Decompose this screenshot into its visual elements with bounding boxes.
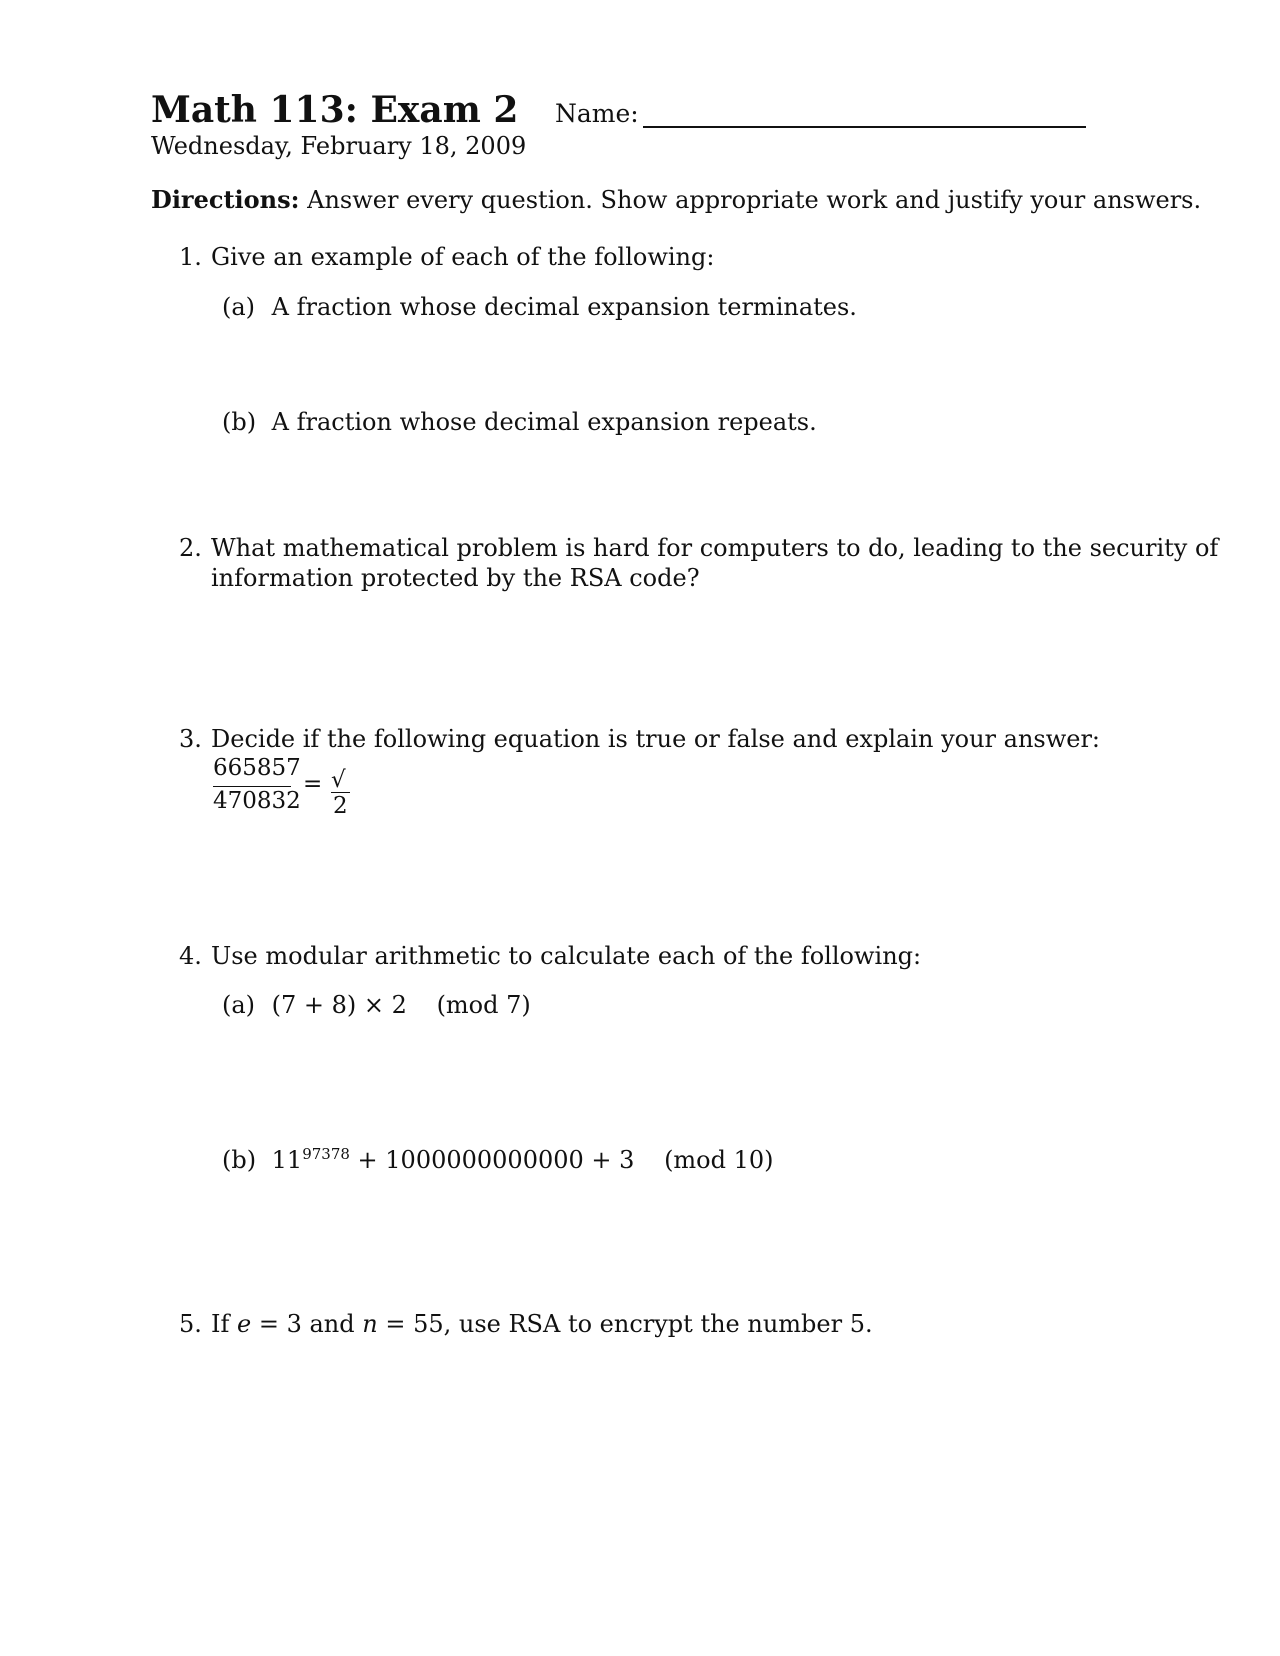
power-base: 11 bbox=[271, 1146, 303, 1174]
mod-expression: (mod 7) bbox=[436, 991, 531, 1019]
question-text: Decide if the following equation is true or false and explain your answer: bbox=[211, 725, 1101, 753]
question-1b bbox=[222, 407, 817, 438]
text-prefix: If bbox=[211, 1310, 237, 1338]
part-label: (a) bbox=[222, 991, 256, 1019]
text-mid-2: = 55, use RSA to encrypt the number 5. bbox=[377, 1310, 873, 1338]
question-text bbox=[211, 1309, 873, 1340]
text-mid-1: = 3 and bbox=[251, 1310, 363, 1338]
name-blank-line bbox=[643, 126, 1086, 128]
part-text: A fraction whose decimal expansion terminates. bbox=[271, 293, 857, 321]
question-number: 2. bbox=[179, 534, 202, 562]
question-text: Give an example of each of the following: bbox=[211, 243, 715, 271]
radicand: 2 bbox=[333, 793, 348, 819]
part-label: (b) bbox=[222, 408, 257, 436]
mod-expression: (mod 10) bbox=[664, 1146, 774, 1174]
exam-date: Wednesday, February 18, 2009 bbox=[151, 132, 527, 160]
power-exponent: 97378 bbox=[302, 1145, 350, 1163]
directions-label: Directions: bbox=[151, 185, 300, 214]
fraction-denominator: 470832 bbox=[213, 788, 301, 814]
question-1a bbox=[222, 292, 857, 323]
directions bbox=[151, 184, 1201, 216]
part-label: (b) bbox=[222, 1146, 257, 1174]
exam-title: Math 113: Exam 2 bbox=[151, 89, 519, 131]
variable-n: n bbox=[362, 1310, 378, 1338]
question-number: 1. bbox=[179, 243, 202, 271]
equals-sign: = bbox=[303, 771, 323, 797]
question-text-line-1: What mathematical problem is hard for computers to do, leading to the security of bbox=[211, 534, 1219, 562]
part-text: A fraction whose decimal expansion repeats. bbox=[271, 408, 817, 436]
question-number: 3. bbox=[179, 725, 202, 753]
fraction-numerator: 665857 bbox=[213, 755, 301, 781]
question-text-line-2: information protected by the RSA code? bbox=[211, 564, 700, 592]
question-text: Use modular arithmetic to calculate each of the following: bbox=[211, 942, 922, 970]
question-number: 5. bbox=[179, 1310, 202, 1338]
variable-e: e bbox=[237, 1310, 252, 1338]
fraction-bar bbox=[213, 786, 291, 787]
question-number: 4. bbox=[179, 942, 202, 970]
radical-icon: √ bbox=[331, 767, 346, 793]
square-root bbox=[331, 767, 350, 819]
name-label: Name: bbox=[555, 99, 639, 128]
math-expression: (7 + 8) × 2 bbox=[271, 991, 407, 1019]
sum-terms: + 1000000000000 + 3 bbox=[349, 1146, 635, 1174]
part-label: (a) bbox=[222, 293, 256, 321]
math-expression bbox=[272, 1146, 635, 1174]
directions-text: Answer every question. Show appropriate work and justify your answers. bbox=[307, 186, 1202, 214]
question-4b bbox=[222, 1145, 774, 1176]
question-4a bbox=[222, 990, 531, 1021]
